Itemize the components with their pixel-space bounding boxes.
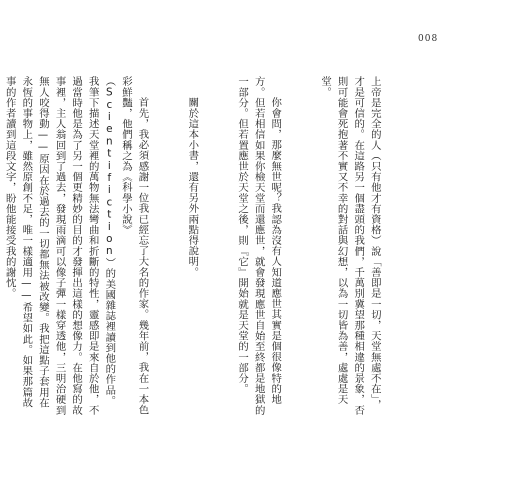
paragraph: 關於這本小書，還有另外兩點得說明。 [186,96,199,277]
paragraph: 你會問，那麼無世呢？我認為沒有人知道應世其實是個很像特的地方。但若相信如果你檢天堂而還應世，就會發現應世自始至終都是地獄的一部分。但若置應世於天堂之後，則『它』開始就是天堂的一部分。 [236,76,282,416]
paragraph: 首先，我必須感謝一位我已經忘了大名的作家。幾年前，我在一本色彩鮮豔，他們稱之為《科學小說》（Scientifiction）的美國雜誌裡讀到他的作品。我筆下描述天堂裡的萬物無法彎曲和折斷的特性，靈感即是來自於他，不過當時他是為了另一個更精妙的目的才發揮出這樣的想像力。在他寫的故事裡，主人翁回到了過去，發現雨滴可以像子彈一樣穿透他，三明治硬到無人咬得動——原因在於過去的一切都無法被改變。我把這點子套用在永恆的事物上，雖然原創不足，唯一樣適用——希望如此。如果那篇故事的作者讀到這段文字，盼他能接受我的謝忱。 [3,76,149,416]
page-number: 008 [418,34,439,44]
paragraph: 上帝是完全的人（只有他才有資格）說「善即是一切，天堂無處不在」，才是可信的。在這路另一個盡頭的我們，千萬別冀望那種相違的景象，否則可能會死抱著不實又不幸的對話與幻想，以為一切皆為善，處處是天堂。 [319,76,381,416]
body-text [0,76,416,416]
